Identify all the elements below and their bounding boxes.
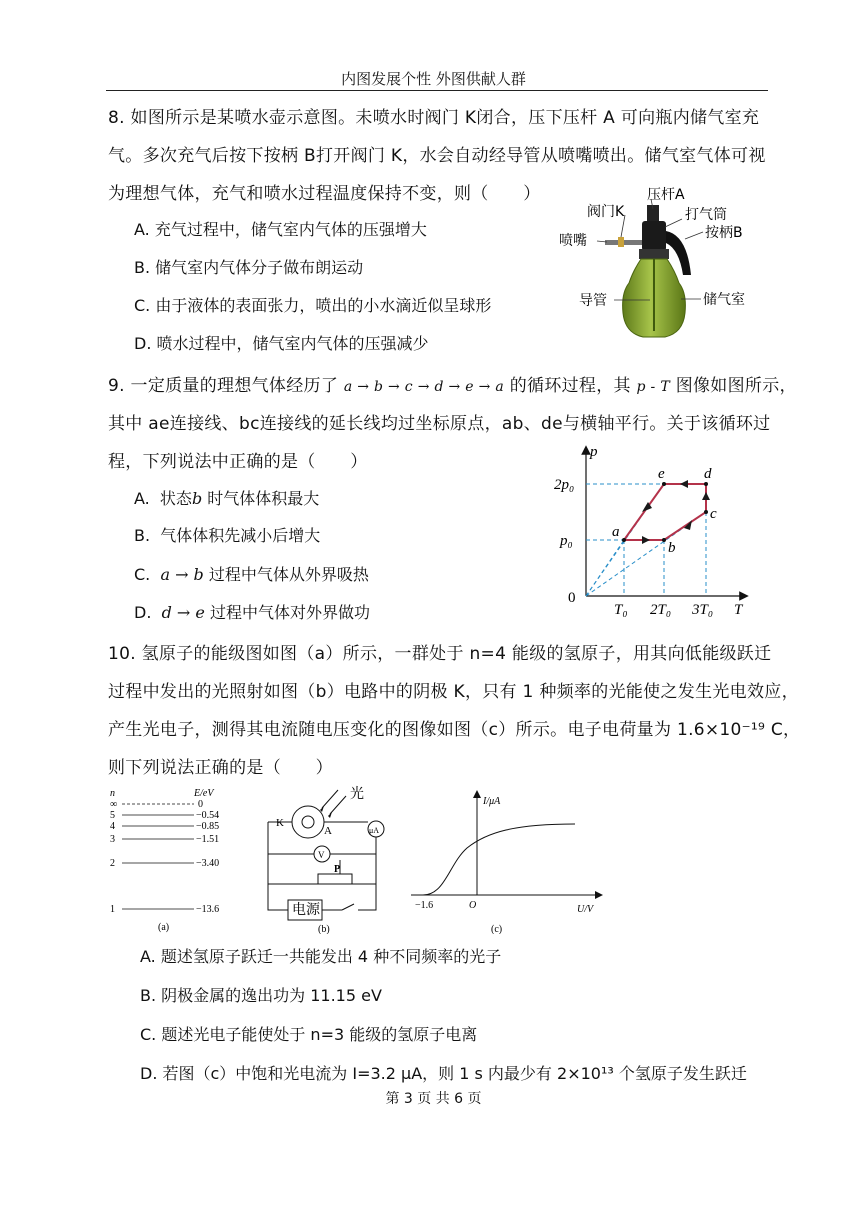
q8-option-d: D. 喷水过程中，储气室内气体的压强减少: [134, 334, 429, 353]
level-5-n: 5: [110, 810, 115, 821]
y-tick-p0: p₀: [560, 533, 573, 549]
fig-a-caption: (a): [158, 922, 170, 933]
q10-line-2: 过程中发出的光照射如图（b）电路中的阴极 K，只有 1 种频率的光能使之发生光电效应，: [108, 682, 799, 702]
pump-shape: [642, 221, 666, 251]
label-tube: 导管: [579, 293, 607, 309]
q9-pt: p - T: [636, 379, 670, 395]
q9-option-c-math: a → b: [160, 565, 204, 584]
energy-level-diagram: [106, 784, 231, 934]
origin-label: 0: [568, 590, 576, 606]
level-4-e: −0.85: [196, 821, 220, 832]
valve-shape: [618, 237, 624, 247]
iu-curve-graph: [405, 784, 605, 934]
header-divider: [106, 90, 768, 91]
q9-option-c: [134, 562, 369, 585]
q9-option-a-math: b: [191, 489, 203, 508]
point-c: c: [710, 506, 717, 522]
photoelectric-circuit: [258, 784, 393, 934]
q9-option-a-post: 时气体体积最大: [202, 489, 320, 508]
page-header: 内图发展个性 外图供献人群: [341, 70, 526, 88]
q9-option-a: [134, 486, 319, 509]
q9-option-b: [134, 523, 320, 546]
point-d: d: [704, 466, 712, 482]
i-axis-label: I/μA: [483, 796, 501, 807]
q9-line-1-mid: 的循环过程，其: [504, 376, 637, 396]
fig-b-caption: (b): [318, 924, 330, 934]
q9-option-d-math: d → e: [161, 603, 205, 622]
y-tick-2p0: 2p₀: [554, 477, 575, 493]
level-5-e: −0.54: [196, 810, 220, 821]
n-label: n: [110, 788, 115, 799]
x-tick-3t0: 3T₀: [692, 602, 714, 618]
iu-curve: [423, 824, 575, 895]
q9-line-1-prefix: 9. 一定质量的理想气体经历了: [108, 376, 344, 396]
q8-option-c: C. 由于液体的表面张力，喷出的小水滴近似呈球形: [134, 296, 492, 315]
label-ammeter: μA: [369, 826, 380, 835]
q9-option-d-letter: D.: [134, 603, 152, 622]
q9-option-c-letter: C.: [134, 565, 151, 584]
pt-graph: [548, 440, 758, 620]
label-nozzle: 喷嘴: [559, 233, 587, 249]
level-4-n: 4: [110, 821, 115, 832]
q8-option-a: A. 充气过程中，储气室内气体的压强增大: [134, 220, 427, 239]
label-anode: A: [324, 825, 332, 837]
q8-line-1: 8. 如图所示是某喷水壶示意图。未喷水时阀门 K闭合，压下压杆 A 可向瓶内储气室充: [108, 108, 760, 128]
q9-option-b-pre: 气体体积先减小后增大: [160, 526, 321, 545]
switch: [342, 904, 354, 910]
label-cathode: K: [276, 817, 284, 829]
label-press-rod: 压杆A: [647, 187, 685, 203]
q10-line-4: 则下列说法正确的是（ ）: [108, 758, 333, 778]
label-source: 电源: [292, 902, 320, 918]
q10-line-1: 10. 氢原子的能级图如图（a）所示，一群处于 n=4 能级的氢原子，用其向低能级跃迁: [108, 644, 772, 664]
cycle-path: [624, 484, 706, 540]
level-1-n: 1: [110, 904, 115, 915]
label-slider: P: [334, 864, 341, 875]
u-axis-label: U/V: [577, 904, 594, 915]
q10-line-3: 产生光电子，测得其电流随电压变化的图像如图（c）所示。电子电荷量为 1.6×10⁻¹⁹ C，: [108, 720, 801, 740]
q8-line-2: 气。多次充气后按下按柄 B打开阀门 K，水会自动经导管从喷嘴喷出。储气室气体可视: [108, 146, 766, 166]
q9-option-a-letter: A.: [134, 489, 150, 508]
level-inf-e: 0: [198, 799, 203, 810]
point-e: e: [658, 466, 665, 482]
q9-option-c-post: 过程中气体从外界吸热: [203, 565, 369, 584]
p-axis-label: p: [590, 444, 598, 460]
q10-option-d: D. 若图（c）中饱和光电流为 I=3.2 μA，则 1 s 内最少有 2×10¹³ 个氢原子发生跃迁: [140, 1064, 747, 1083]
q9-cycle: a → b → c → d → e → a: [343, 379, 505, 395]
q9-option-d-post: 过程中气体对外界做功: [204, 603, 370, 622]
level-3-n: 3: [110, 834, 115, 845]
t-axis-label: T: [734, 602, 743, 618]
q9-option-d: [134, 600, 370, 623]
level-3-e: −1.51: [196, 834, 220, 845]
label-handle: 按柄B: [705, 225, 743, 241]
level-2-e: −3.40: [196, 858, 220, 869]
level-inf-n: ∞: [110, 799, 118, 810]
point-b: b: [668, 540, 676, 556]
q8-line-3: 为理想气体，充气和喷水过程温度保持不变，则（ ）: [108, 184, 541, 204]
point-a: a: [612, 524, 620, 540]
label-pump: 打气筒: [685, 207, 727, 223]
fig-c-caption: (c): [491, 924, 503, 934]
x-tick-t0: T₀: [614, 602, 628, 618]
label-voltmeter: V: [318, 850, 325, 860]
page-footer: 第 3 页 共 6 页: [385, 1091, 482, 1107]
e-label: E/eV: [194, 788, 214, 799]
q9-option-a-pre: 状态: [159, 489, 192, 508]
q9-line-1-suffix: 图像如图所示，: [669, 376, 797, 396]
q9-line-1: [108, 371, 797, 396]
level-1-e: −13.6: [196, 904, 220, 915]
q9-line-2: 其中 ae连接线、bc连接线的延长线均过坐标原点，ab、de与横轴平行。关于该循环过: [108, 414, 771, 434]
spray-bottle-figure: [555, 183, 770, 343]
q9-line-3: 程，下列说法中正确的是（ ）: [108, 452, 368, 472]
q10-option-a: A. 题述氢原子跃迁一共能发出 4 种不同频率的光子: [140, 947, 502, 966]
label-light: 光: [350, 786, 364, 802]
q9-option-b-letter: B.: [134, 526, 151, 545]
rheostat: [318, 874, 352, 884]
q10-option-c: C. 题述光电子能使处于 n=3 能级的氢原子电离: [140, 1025, 478, 1044]
label-valve: 阀门K: [587, 204, 625, 220]
q10-option-b: B. 阴极金属的逸出功为 11.15 eV: [140, 986, 382, 1005]
label-chamber: 储气室: [703, 292, 745, 308]
origin-o: O: [469, 900, 477, 911]
phototube: [292, 806, 324, 838]
level-2-n: 2: [110, 858, 115, 869]
x-tick-neg: −1.6: [415, 900, 434, 911]
q8-option-b: B. 储气室内气体分子做布朗运动: [134, 258, 364, 277]
x-tick-2t0: 2T₀: [650, 602, 672, 618]
